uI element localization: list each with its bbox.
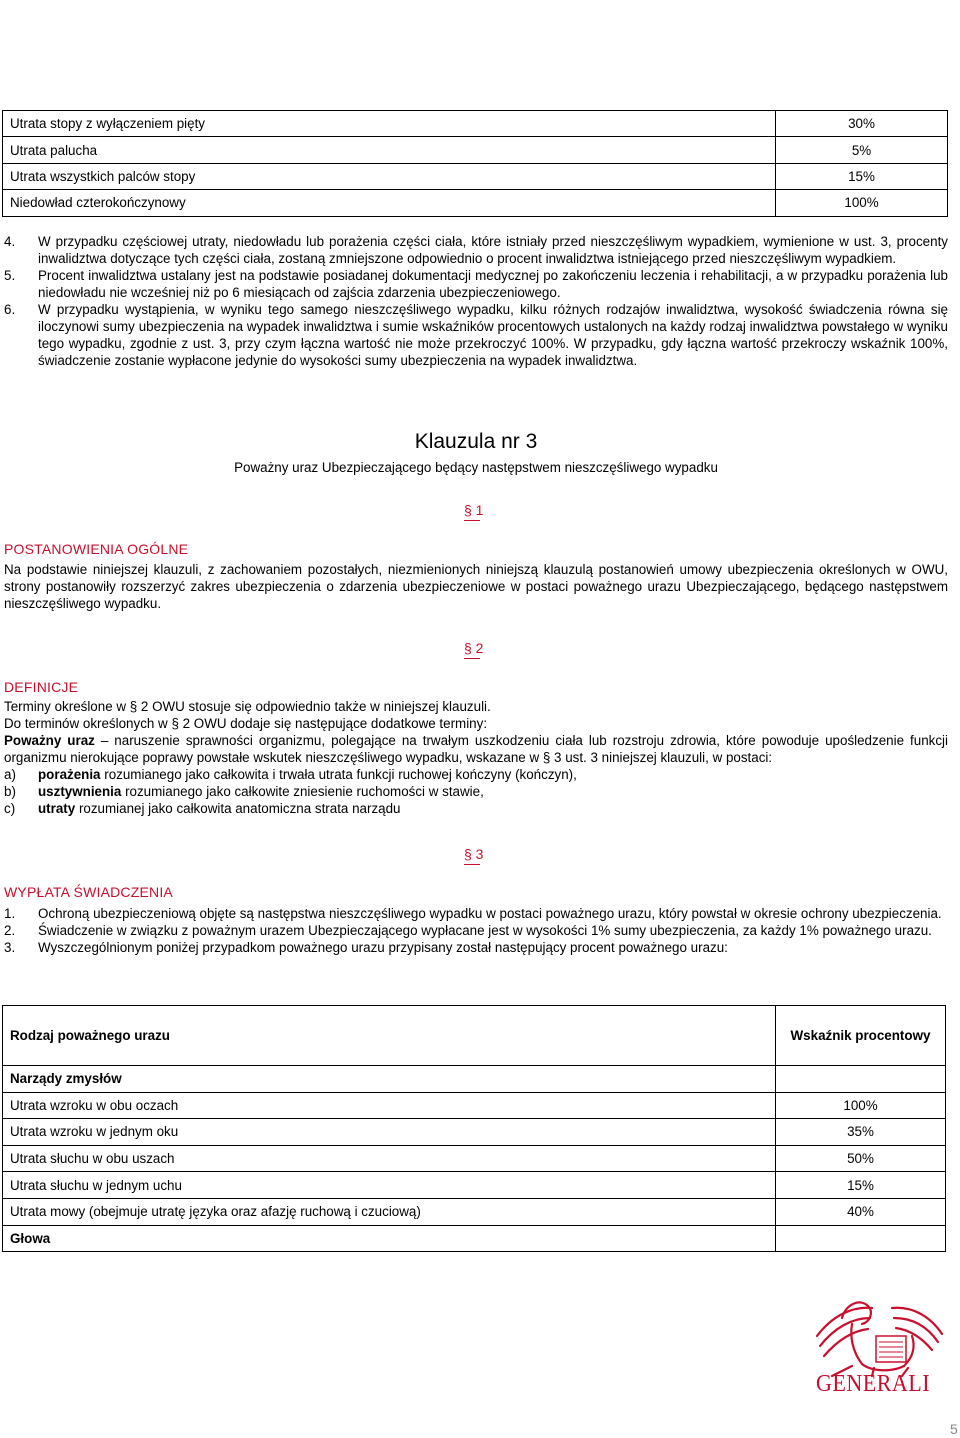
table-row: [3, 1145, 946, 1172]
list-item: [4, 233, 948, 267]
numbered-list: [4, 905, 948, 956]
list-number: 5.: [4, 268, 16, 283]
table-header-row: [3, 1006, 946, 1066]
list-letter: b): [4, 784, 16, 799]
list-text: Wyszczególnionym poniżej przypadkom poważnego urazu przypisany został następujący procent poważnego urazu:: [38, 940, 728, 955]
row-label: Utrata wzroku w jednym oku: [3, 1119, 776, 1146]
row-label: Utrata mowy (obejmuje utratę języka oraz afazję ruchową i czuciową): [3, 1198, 776, 1225]
row-value: 100%: [776, 190, 948, 216]
list-text: Świadczenie w związku z poważnym urazem Ubezpieczającego wypłacane jest w wysokości 1% sumy ubezpieczenia, za każdy 1% poważnego urazu.: [38, 923, 932, 938]
category-empty-cell: [776, 1066, 946, 1093]
row-label: Utrata wszystkich palców stopy: [3, 163, 776, 189]
list-number: 1.: [4, 906, 16, 921]
list-item: [4, 766, 948, 783]
section-heading: DEFINICJE: [4, 679, 79, 695]
row-value: 5%: [776, 137, 948, 163]
list-text: W przypadku wystąpienia, w wyniku tego samego nieszczęśliwego wypadku, kilku różnych rodzajów inwalidztwa, wysokość świadczenia równa się iloczynowi sumy ubezpieczenia na wypadek inwalidztwa i sumie wskaźników procentowych ustalonych na każdy rodzaj inwalidztwa powstałego w wyniku tego wypadku, zgodnie z ust. 3, przy czym łączna wartość nie może przekroczyć 100%. W przypadku, gdy łączna wartość przekroczy wskaźnik 100%, świadczenie zostanie wypłacone jedynie do wysokości sumy ubezpieczenia na wypadek inwalidztwa.: [38, 302, 948, 368]
paragraph-sign-text: § 1: [464, 502, 484, 518]
item-text: rozumianego jako całkowita i trwała utrata funkcji ruchowej kończyny (kończyn),: [100, 767, 577, 782]
row-value: 50%: [776, 1145, 946, 1172]
row-label: Niedowład czterokończynowy: [3, 190, 776, 216]
row-label: Utrata palucha: [3, 137, 776, 163]
table-row: [3, 1198, 946, 1225]
item-text: rozumianej jako całkowita anatomiczna strata narządu: [75, 801, 401, 816]
list-item: [4, 267, 948, 301]
list-letter: c): [4, 801, 16, 816]
section-heading: WYPŁATA ŚWIADCZENIA: [4, 884, 173, 900]
list-item: [4, 922, 948, 939]
paragraph-sign-text: § 2: [464, 640, 484, 656]
list-item: [4, 939, 948, 956]
paragraph-sign-1: [464, 502, 483, 521]
definition-term: Poważny uraz: [4, 733, 95, 748]
item-term: usztywnienia: [38, 784, 122, 799]
generali-logo: [812, 1296, 947, 1406]
list-item: [4, 783, 948, 800]
column-header: Wskaźnik procentowy: [776, 1006, 946, 1066]
paragraph-underline: [464, 864, 480, 865]
list-item: [4, 800, 948, 817]
list-item: [4, 301, 948, 369]
row-value: 40%: [776, 1198, 946, 1225]
row-label: Utrata słuchu w obu uszach: [3, 1145, 776, 1172]
row-value: 30%: [776, 111, 948, 137]
paragraph-underline: [464, 520, 480, 521]
item-text: rozumianego jako całkowite zniesienie ruchomości w stawie,: [121, 784, 484, 799]
row-label: Utrata słuchu w jednym uchu: [3, 1172, 776, 1199]
list-text: Procent inwalidztwa ustalany jest na podstawie posiadanej dokumentacji medycznej po zakończeniu leczenia i rehabilitacji, a w przypadku porażenia lub niedowładu nie wcześniej niż po 6 miesiącach od zajścia zdarzenia ubezpieczeniowego.: [38, 268, 948, 300]
row-label: Utrata wzroku w obu oczach: [3, 1092, 776, 1119]
section-body: Na podstawie niniejszej klauzuli, z zachowaniem pozostałych, niezmienionych niniejszą klauzulą postanowień umowy ubezpieczenia określonych w OWU, strony postanowiły rozszerzyć zakres ubezpieczenia o zdarzenia ubezpieczeniowe w postaci poważnego urazu Ubezpieczającego, będącego następstwem nieszczęśliwego wypadku.: [4, 562, 948, 611]
list-number: 6.: [4, 302, 16, 317]
clause-title: Klauzula nr 3: [414, 430, 538, 453]
row-value: 15%: [776, 163, 948, 189]
list-text: Ochroną ubezpieczeniową objęte są następstwa nieszczęśliwego wypadku w postaci poważnego urazu, który powstał w okresie ochrony ubezpieczenia.: [38, 906, 942, 921]
list-number: 4.: [4, 234, 16, 249]
serious-injury-table: [2, 1005, 946, 1252]
definition-text: – naruszenie sprawności organizmu, polegające na trwałym uszkodzeniu ciała lub rozstroju zdrowia, które powoduje upośledzenie funkcji organizmu nierokujące poprawy powstałe wskutek nieszczęśliwego wypadku, wskazane w § 3 ust. 3 niniejszej klauzuli, w postaci:: [4, 733, 948, 765]
list-letter: a): [4, 767, 16, 782]
table-row: [3, 1119, 946, 1146]
row-value: 35%: [776, 1119, 946, 1146]
row-value: 100%: [776, 1092, 946, 1119]
row-label: Utrata stopy z wyłączeniem pięty: [3, 111, 776, 137]
section-heading: POSTANOWIENIA OGÓLNE: [4, 541, 189, 557]
definitions-intro-2: Do terminów określonych w § 2 OWU dodaje się następujące dodatkowe terminy:: [4, 716, 488, 731]
list-number: 3.: [4, 940, 16, 955]
table-row: [3, 163, 948, 189]
table-category-row: [3, 1225, 946, 1252]
logo-wordmark: GENERALI: [816, 1371, 931, 1397]
category-label: Narządy zmysłów: [3, 1066, 776, 1093]
section-body: [4, 698, 948, 817]
table-row: [3, 1172, 946, 1199]
disability-table: [2, 110, 948, 217]
paragraph-sign-2: [464, 640, 483, 659]
paragraph-sign-3: [464, 846, 483, 865]
list-number: 2.: [4, 923, 16, 938]
table-row: [3, 111, 948, 137]
paragraph-underline: [464, 658, 480, 659]
category-empty-cell: [776, 1225, 946, 1252]
category-label: Głowa: [3, 1225, 776, 1252]
list-text: W przypadku częściowej utraty, niedowładu lub porażenia części ciała, które istniały przed nieszczęśliwym wypadkiem, wymienione w ust. 3, procenty inwalidztwa dotyczące tych części ciała, zostaną zmniejszone odpowiednio o procent inwalidztwa istniejącego przed nieszczęśliwym wypadkiem.: [38, 234, 948, 266]
table-row: [3, 137, 948, 163]
list-item: [4, 905, 948, 922]
table-category-row: [3, 1066, 946, 1093]
numbered-list: [4, 233, 948, 369]
definition: [4, 732, 948, 766]
table-row: [3, 1092, 946, 1119]
column-header: Rodzaj poważnego urazu: [3, 1006, 776, 1066]
paragraph-sign-text: § 3: [464, 846, 484, 862]
item-term: porażenia: [38, 767, 101, 782]
definitions-intro: Terminy określone w § 2 OWU stosuje się odpowiednio także w niniejszej klauzuli.: [4, 699, 491, 714]
clause-subtitle: Poważny uraz Ubezpieczającego będący następstwem nieszczęśliwego wypadku: [234, 460, 718, 475]
row-value: 15%: [776, 1172, 946, 1199]
page-number: 5: [950, 1421, 958, 1437]
table-row: [3, 190, 948, 216]
item-term: utraty: [38, 801, 76, 816]
